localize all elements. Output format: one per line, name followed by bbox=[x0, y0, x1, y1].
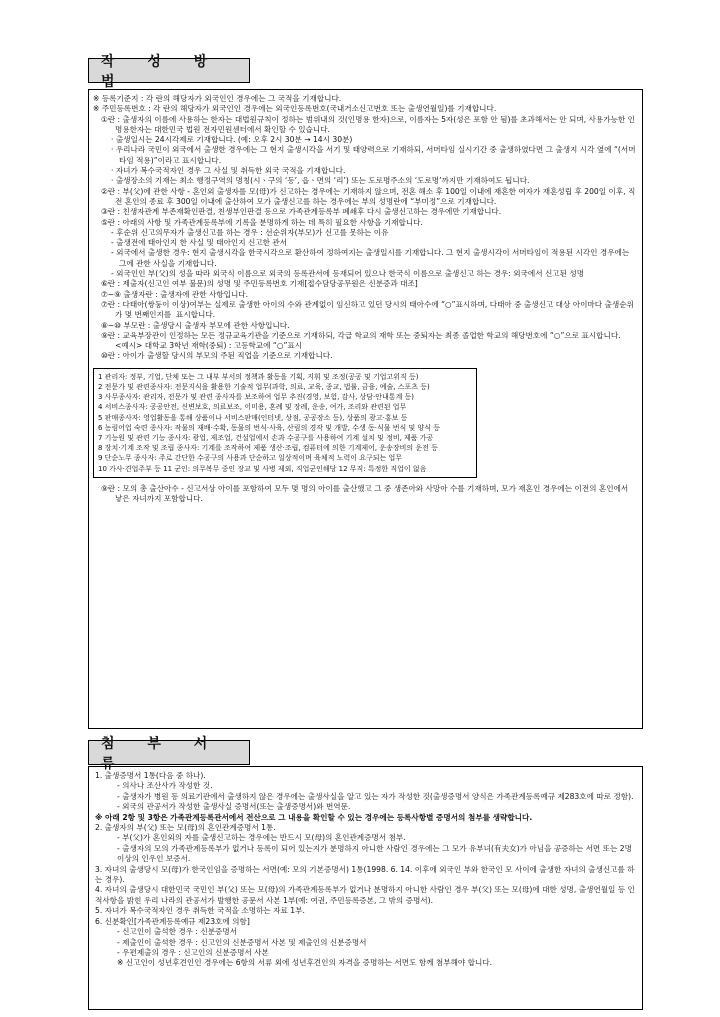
instruction-line: - 제출인이 출석한 경우 : 신고인의 신분증명서 사본 및 제출인의 신분증명서 bbox=[117, 937, 367, 947]
job-code-line: 4 서비스종사자: 공공안전, 신변보호, 의료보조, 이미용, 혼례 및 장례, 운송, 여가, 조리와 관련된 업무 bbox=[98, 403, 407, 412]
instruction-line: <예시> 대학교 3학년 재학(중퇴) : 고등학교에 “○”표시 bbox=[115, 341, 303, 351]
instruction-line: · 출생장소의 기재는 최소 행정구역의 명칭(시ㆍ구의 ‘동’, 읍ㆍ면의 ‘리’) 또는 도로명주소의 ‘도로명’까지만 기재하여도 됩니다. bbox=[111, 176, 530, 186]
instruction-line: - 출생자가 병원 등 의료기관에서 출생하지 않은 경우에는 출생사실을 알고 있는 자가 작성한 것(출생증명서 양식은 가족관계등록예규 제283호에 따로 정함). bbox=[117, 791, 634, 801]
instruction-line: - 부(父)가 혼인외의 자를 출생신고하는 경우에는 반드시 모(母)의 혼인관계증명서 첨부. bbox=[117, 833, 406, 843]
job-code-line: 8 장치·기계 조작 및 조립 종사자: 기계를 조작하여 제품 생산·조립, 컴퓨터에 의한 기계제어, 운송장비의 운전 등 bbox=[98, 444, 438, 453]
job-code-line: 10 가사·견업주부 등 11 군인: 의무복무 중인 장교 및 사병 제외, 직업군인해당 12 무직: 특정한 직업이 없음 bbox=[98, 464, 427, 473]
instruction-line: ⑧~⑩ 부모란 : 출생당시 출생자 부모에 관한 사항입니다. bbox=[101, 320, 290, 330]
job-code-line: 5 판매종사자: 영업활동을 통해 상품이나 서비스판매(인터넷, 상점, 공공장소 등), 상품의 광고·홍보 등 bbox=[98, 413, 408, 422]
instruction-line: ※ 아래 2항 및 3항은 가족관계등록관서에서 전산으로 그 내용을 확인할 수 있는 경우에는 등록사항별 증명서의 첨부를 생략합니다. bbox=[95, 812, 533, 822]
instruction-line: ⑦~⑨ 출생자란 : 출생자에 관한 사항입니다. bbox=[101, 289, 249, 299]
job-code-line: 9 단순노무 종사자: 주로 간단한 수공구의 사용과 단순하고 일상적이며 육체적 노력이 요구되는 업무 bbox=[98, 454, 402, 463]
instruction-line: 4. 자녀의 출생당시 대한민국 국민인 부(父) 또는 모(母)의 가족관계등록부가 없거나 분명하지 아니한 사람인 경우 부(父) 또는 모(母)에 대한 성명, 출생연월일 등 인적사항을 밝힌 우리 나라의 관공서가 발행한 공문서 사본 1부(예: 여권, 주민등록증본, 그 밖의 증명서). bbox=[95, 885, 635, 905]
instruction-line: ※ 신고인이 성년후견인인 경우에는 6항의 서류 외에 성년후견인의 자격을 증명하는 서면도 함께 첨부해야 합니다. bbox=[117, 958, 493, 968]
instruction-line: 3. 자녀의 출생당시 모(母)가 한국인임을 증명하는 서면(예: 모의 기본증명서) 1통(1998. 6. 14. 이후에 외국인 부와 한국인 모 사이에 출생한 자녀의 출생신고를 하는 경우). bbox=[95, 864, 635, 885]
job-code-line: 3 사무종사자: 관리자, 전문가 및 관련 종사자를 보조하여 업무 추진(경영, 보험, 감사, 상담·안내통계 등) bbox=[98, 393, 415, 402]
instruction-line: - 신고인이 출석한 경우 : 신분증명서 bbox=[117, 927, 238, 937]
instruction-line: - 후순위 신고의무자가 출생신고를 하는 경우 : 선순위자(부모)가 신고를 못하는 이유 bbox=[111, 227, 389, 237]
instruction-line: ⑦란 : 다태아(쌍둥이 이상)여부는 실제로 출생한 아이의 수와 관계없이 임신하고 있던 당시의 태아수에 “○”표시하며, 다태아 중 출생신고 대상 아이마다 출생순위가 몇 번째인지를 표시합니다. bbox=[101, 299, 634, 320]
instruction-line: ②란 : 부(父)에 관한 사항 - 혼인외 출생자를 모(母)가 신고하는 경우에는 기재하지 않으며, 전혼 해소 후 100일 이내에 재혼한 여자가 재혼성립 후 200일 이후, 직전 혼인의 종료 후 300일 이내에 출산하여 모가 출생신고를 하는 경우에는 부의 성명란에 “부미정”으로 기재합니다. bbox=[101, 186, 636, 206]
instruction-line: · 자녀가 복수국적자인 경우 그 사실 및 취득한 외국 국적을 기재합니다. bbox=[111, 166, 346, 176]
job-code-line: 7 기능원 및 관련 기능 종사자: 광업, 제조업, 건설업에서 손과 수공구를 사용하여 기계 설치 및 정비, 제품 가공 bbox=[98, 433, 434, 442]
instruction-line: ※ 등록기준지 : 각 란의 해당자가 외국인인 경우에는 그 국적을 기재합니다. bbox=[93, 94, 342, 103]
instruction-line: 6. 신분확인[가족관계등록예규 제23호에 의함] bbox=[95, 916, 250, 926]
job-code-line: 2 전문가 및 관련종사자: 전문지식을 활용한 기술적 업무(과학, 의료, 교육, 종교, 법률, 금융, 예술, 스포츠 등) bbox=[98, 382, 430, 391]
attach-frame bbox=[88, 766, 643, 1010]
instruction-line: 1. 출생증명서 1통(다음 중 하나). bbox=[95, 771, 206, 780]
method-title: 작 성 방 법 bbox=[88, 58, 250, 83]
instruction-line: - 의사나 조산사가 작성한 것. bbox=[117, 781, 213, 791]
instruction-line: ※ 주민등록번호 : 각 란의 해당자가 외국인인 경우에는 외국인등록번호(국내거소신고번호 또는 출생연월일)를 기재합니다. bbox=[93, 104, 497, 114]
job-code-line: 1 관리자: 정부, 기업, 단체 또는 그 내부 부서의 정책과 활동을 기획, 지휘 및 조정(공공 및 기업고위직 등) bbox=[98, 372, 419, 381]
method-content bbox=[89, 90, 642, 504]
job-code-box bbox=[93, 368, 477, 478]
instruction-line: ⑨란 : 교육부장관이 인정하는 모든 정규교육기관을 기준으로 기재하되, 각급 학교의 재학 또는 중퇴자는 최종 졸업한 학교의 해당번호에 “○”으로 표시합니다. bbox=[101, 330, 621, 340]
method-lines bbox=[93, 94, 636, 362]
attach-content bbox=[89, 767, 642, 969]
instruction-line: ⑥란 : 제출자(신고인 여부 불문)의 성명 및 주민등록번호 기재[접수담당공무원은 신분증과 대조] bbox=[101, 279, 418, 289]
instruction-line: - 외국에서 출생한 경우: 현지 출생시각을 한국시각으로 환산하여 정하여지는 출생일시를 기재합니다. 그 현지 출생시각이 서머타임이 적용된 시각인 경우에는 그에 관한 사실을 기재합니다. bbox=[111, 248, 632, 268]
instruction-line: · 우리나라 국민이 외국에서 출생한 경우에는 그 현지 출생시각을 서기 및 태양력으로 기재하되, 서머타임 실시기간 중 출생하였다면 그 출생지 시각 옆에 “(서머타임 적용)”이라고 표시합니다. bbox=[111, 145, 636, 165]
attach-title: 첨 부 서 류 bbox=[88, 740, 250, 765]
instruction-line: - 외국인인 부(父)의 성을 따라 외국식 이름으로 외국의 등록관서에 등재되어 있으나 한국식 이름으로 출생신고 하는 경우: 외국에서 신고된 성명 bbox=[111, 269, 585, 279]
instruction-line: ①란 : 출생자의 이름에 사용하는 한자는 대법원규칙이 정하는 범위내의 것(인명용 한자)으로, 이름자는 5자(성은 포함 안 됨)를 초과해서는 안 되며, 사용가능한 인명용한자는 대한민국 법원 전자민원센터에서 확인할 수 있습니다. bbox=[101, 114, 635, 134]
instruction-line: - 우편제출의 경우 : 신고인의 신분증명서 사본 bbox=[117, 947, 269, 957]
method-frame bbox=[88, 89, 643, 729]
instruction-line: - 외국의 관공서가 작성한 출생사실 증명서(또는 출생증명서)와 번역문. bbox=[117, 802, 351, 812]
method-last-line: ⑨란 : 모의 총 출산아수 - 신고서상 아이를 포함하여 모두 몇 명의 아이를 출산했고 그 중 생존아와 사망아 수를 기재하며, 모가 재혼인 경우에는 이전의 혼인에서 낳은 자녀까지 포함합니다. bbox=[101, 483, 631, 504]
instruction-line: · 출생일시는 24시각제로 기재합니다. (예: 오후 2시 30분 → 14시 30분) bbox=[111, 135, 353, 145]
instruction-line: ⑩란 : 아이가 출생할 당시의 부모의 주된 직업을 기준으로 기재합니다. bbox=[101, 351, 333, 361]
instruction-line: 2. 출생자의 부(父) 또는 모(母)의 혼인관계증명서 1통. bbox=[95, 823, 276, 833]
instruction-line: 5. 자녀가 복수국적자인 경우 취득한 국적을 소명하는 자료 1부. bbox=[95, 906, 305, 916]
instruction-line: - 출생자의 모의 가족관계등록부가 없거나 등록이 되어 있는지가 분명하지 아니한 사람인 경우에는 그 모가 유부녀(有夫女)가 아님을 공증하는 서면 또는 2명 이상의 인우인 보증서. bbox=[117, 843, 635, 864]
instruction-line: ⑤란 : 아래의 사항 및 가족관계등록부에 기록을 분명하게 하는 데 특히 필요한 사항을 기재합니다. bbox=[101, 217, 423, 227]
job-code-line: 6 농림어업 숙련 종사자: 작물의 재배·수확, 동물의 번식·사육, 산림의 경작 및 개발, 수생 동·식물 번식 및 양식 등 bbox=[98, 423, 440, 432]
instruction-line: ③란 : 친생자관계 부존재확인판결, 친생부인판결 등으로 가족관계등록부 폐쇄후 다시 출생신고하는 경우에만 기재합니다. bbox=[101, 207, 502, 217]
instruction-line: - 출생전에 태아인지 한 사실 및 태아인지 신고한 관서 bbox=[111, 238, 288, 248]
